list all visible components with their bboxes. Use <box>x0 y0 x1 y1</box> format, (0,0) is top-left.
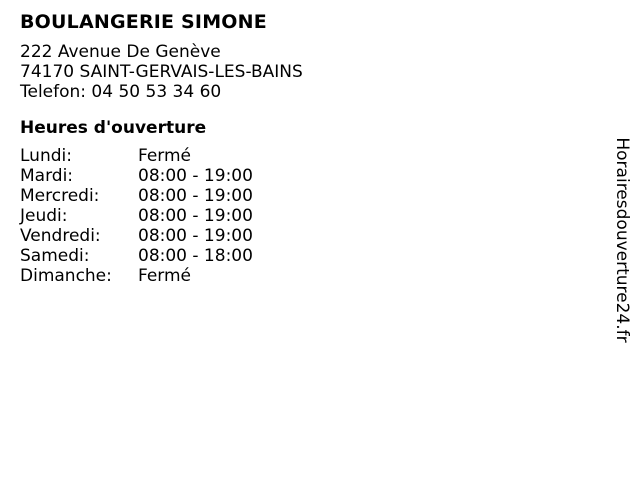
phone-number: Telefon: 04 50 53 34 60 <box>20 82 222 102</box>
day-hours: 08:00 - 19:00 <box>138 206 253 226</box>
day-hours: 08:00 - 19:00 <box>138 226 253 246</box>
day-hours: Fermé <box>138 266 192 286</box>
day-hours: Fermé <box>138 146 192 166</box>
hours-row-tuesday <box>20 166 580 186</box>
address-street: 222 Avenue De Genève <box>20 42 221 62</box>
address-city: 74170 SAINT-GERVAIS-LES-BAINS <box>20 62 303 82</box>
hours-row-friday <box>20 226 580 246</box>
day-label: Lundi: <box>20 146 72 166</box>
day-label: Dimanche: <box>20 266 112 286</box>
site-brand-label: Horairesdouverture24.fr <box>612 137 632 343</box>
day-label: Jeudi: <box>20 206 68 226</box>
day-label: Samedi: <box>20 246 90 266</box>
business-name: BOULANGERIE SIMONE <box>20 11 267 33</box>
opening-hours-list <box>20 146 580 286</box>
day-label: Mercredi: <box>20 186 100 206</box>
hours-row-wednesday <box>20 186 580 206</box>
hours-row-sunday <box>20 266 580 286</box>
business-address <box>20 42 580 102</box>
day-hours: 08:00 - 19:00 <box>138 186 253 206</box>
day-hours: 08:00 - 19:00 <box>138 166 253 186</box>
opening-hours-heading: Heures d'ouverture <box>20 118 207 138</box>
hours-row-monday <box>20 146 580 166</box>
day-hours: 08:00 - 18:00 <box>138 246 253 266</box>
day-label: Vendredi: <box>20 226 101 246</box>
business-card <box>20 10 580 286</box>
hours-row-thursday <box>20 206 580 226</box>
day-label: Mardi: <box>20 166 74 186</box>
hours-row-saturday <box>20 246 580 266</box>
